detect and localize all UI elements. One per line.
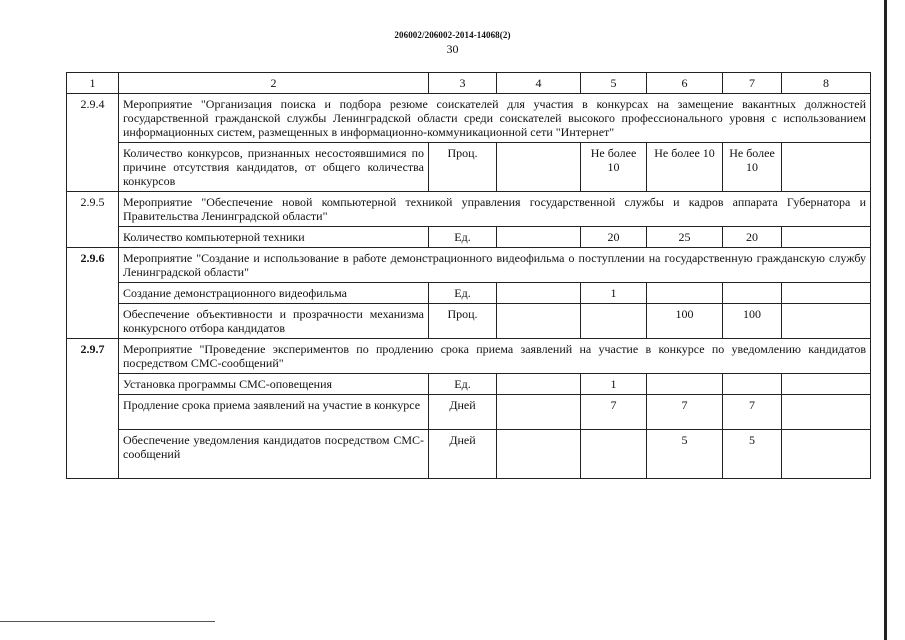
value-cell [497,227,581,248]
table-row [67,430,871,479]
measures-table [66,72,871,479]
table-row [67,283,871,304]
table-row [67,143,871,192]
value-cell [497,283,581,304]
column-header: 3 [429,73,497,94]
value-cell: 5 [647,430,723,479]
value-cell [782,283,871,304]
column-header: 6 [647,73,723,94]
section-title: Мероприятие "Организация поиска и подбора резюме соискателей для участия в конкурсах на замещение вакантных должностей государственной гражданской службы Ленинградской области среди соискателей высокого профессионального уровня с использованием информационных систем, размещенных в информационно-коммуникационной сети "Интернет" [119,94,871,143]
column-header: 7 [723,73,782,94]
page-number: 30 [446,42,459,56]
value-cell: Не более 10 [581,143,647,192]
value-cell [782,395,871,430]
table-row [67,395,871,430]
value-cell [497,143,581,192]
value-cell: 20 [581,227,647,248]
scan-edge-line [884,0,887,640]
section-title: Мероприятие "Создание и использование в работе демонстрационного видеофильма о поступлении на государственную гражданскую службу Ленинградской области" [119,248,871,283]
indicator-name: Обеспечение объективности и прозрачности механизма конкурсного отбора кандидатов [119,304,429,339]
header-row [67,73,871,94]
unit-cell: Ед. [429,374,497,395]
value-cell: 100 [647,304,723,339]
value-cell [782,374,871,395]
value-cell [723,283,782,304]
section-number: 2.9.7 [67,339,119,479]
section-title: Мероприятие "Проведение экспериментов по продлению срока приема заявлений на участие в конкурсе по уведомлению кандидатов посредством СМС-сообщений" [119,339,871,374]
indicator-name: Количество компьютерной техники [119,227,429,248]
table-row [67,304,871,339]
value-cell: 1 [581,283,647,304]
value-cell [497,374,581,395]
value-cell [647,283,723,304]
unit-cell: Дней [429,395,497,430]
value-cell [782,430,871,479]
column-header: 4 [497,73,581,94]
unit-cell: Проц. [429,304,497,339]
value-cell [782,143,871,192]
unit-cell: Ед. [429,227,497,248]
value-cell [497,395,581,430]
value-cell: 5 [723,430,782,479]
footer-rule [0,621,215,622]
value-cell: 1 [581,374,647,395]
table-row [67,227,871,248]
value-cell: 20 [723,227,782,248]
value-cell: Не более 10 [647,143,723,192]
value-cell: Не более 10 [723,143,782,192]
section-number: 2.9.6 [67,248,119,339]
column-header: 2 [119,73,429,94]
value-cell: 7 [581,395,647,430]
value-cell: 7 [647,395,723,430]
section-title-row [67,192,871,227]
section-number: 2.9.4 [67,94,119,192]
table-row [67,374,871,395]
value-cell [581,430,647,479]
unit-cell: Дней [429,430,497,479]
value-cell: 7 [723,395,782,430]
section-title-row [67,339,871,374]
value-cell [723,374,782,395]
column-header: 5 [581,73,647,94]
value-cell: 100 [723,304,782,339]
indicator-name: Установка программы СМС-оповещения [119,374,429,395]
section-number: 2.9.5 [67,192,119,248]
column-header: 1 [67,73,119,94]
document-id: 206002/206002-2014-14068(2) [394,30,511,40]
value-cell [647,374,723,395]
value-cell: 25 [647,227,723,248]
value-cell [782,227,871,248]
value-cell [581,304,647,339]
section-title-row [67,94,871,143]
indicator-name: Продление срока приема заявлений на участие в конкурсе [119,395,429,430]
section-title: Мероприятие "Обеспечение новой компьютерной техникой управления государственной службы и кадров аппарата Губернатора и Правительства Ленинградской области" [119,192,871,227]
value-cell [497,430,581,479]
indicator-name: Обеспечение уведомления кандидатов посредством СМС-сообщений [119,430,429,479]
section-title-row [67,248,871,283]
value-cell [782,304,871,339]
indicator-name: Количество конкурсов, признанных несостоявшимися по причине отсутствия кандидатов, от общего количества конкурсов [119,143,429,192]
column-header: 8 [782,73,871,94]
unit-cell: Проц. [429,143,497,192]
value-cell [497,304,581,339]
indicator-name: Создание демонстрационного видеофильма [119,283,429,304]
unit-cell: Ед. [429,283,497,304]
